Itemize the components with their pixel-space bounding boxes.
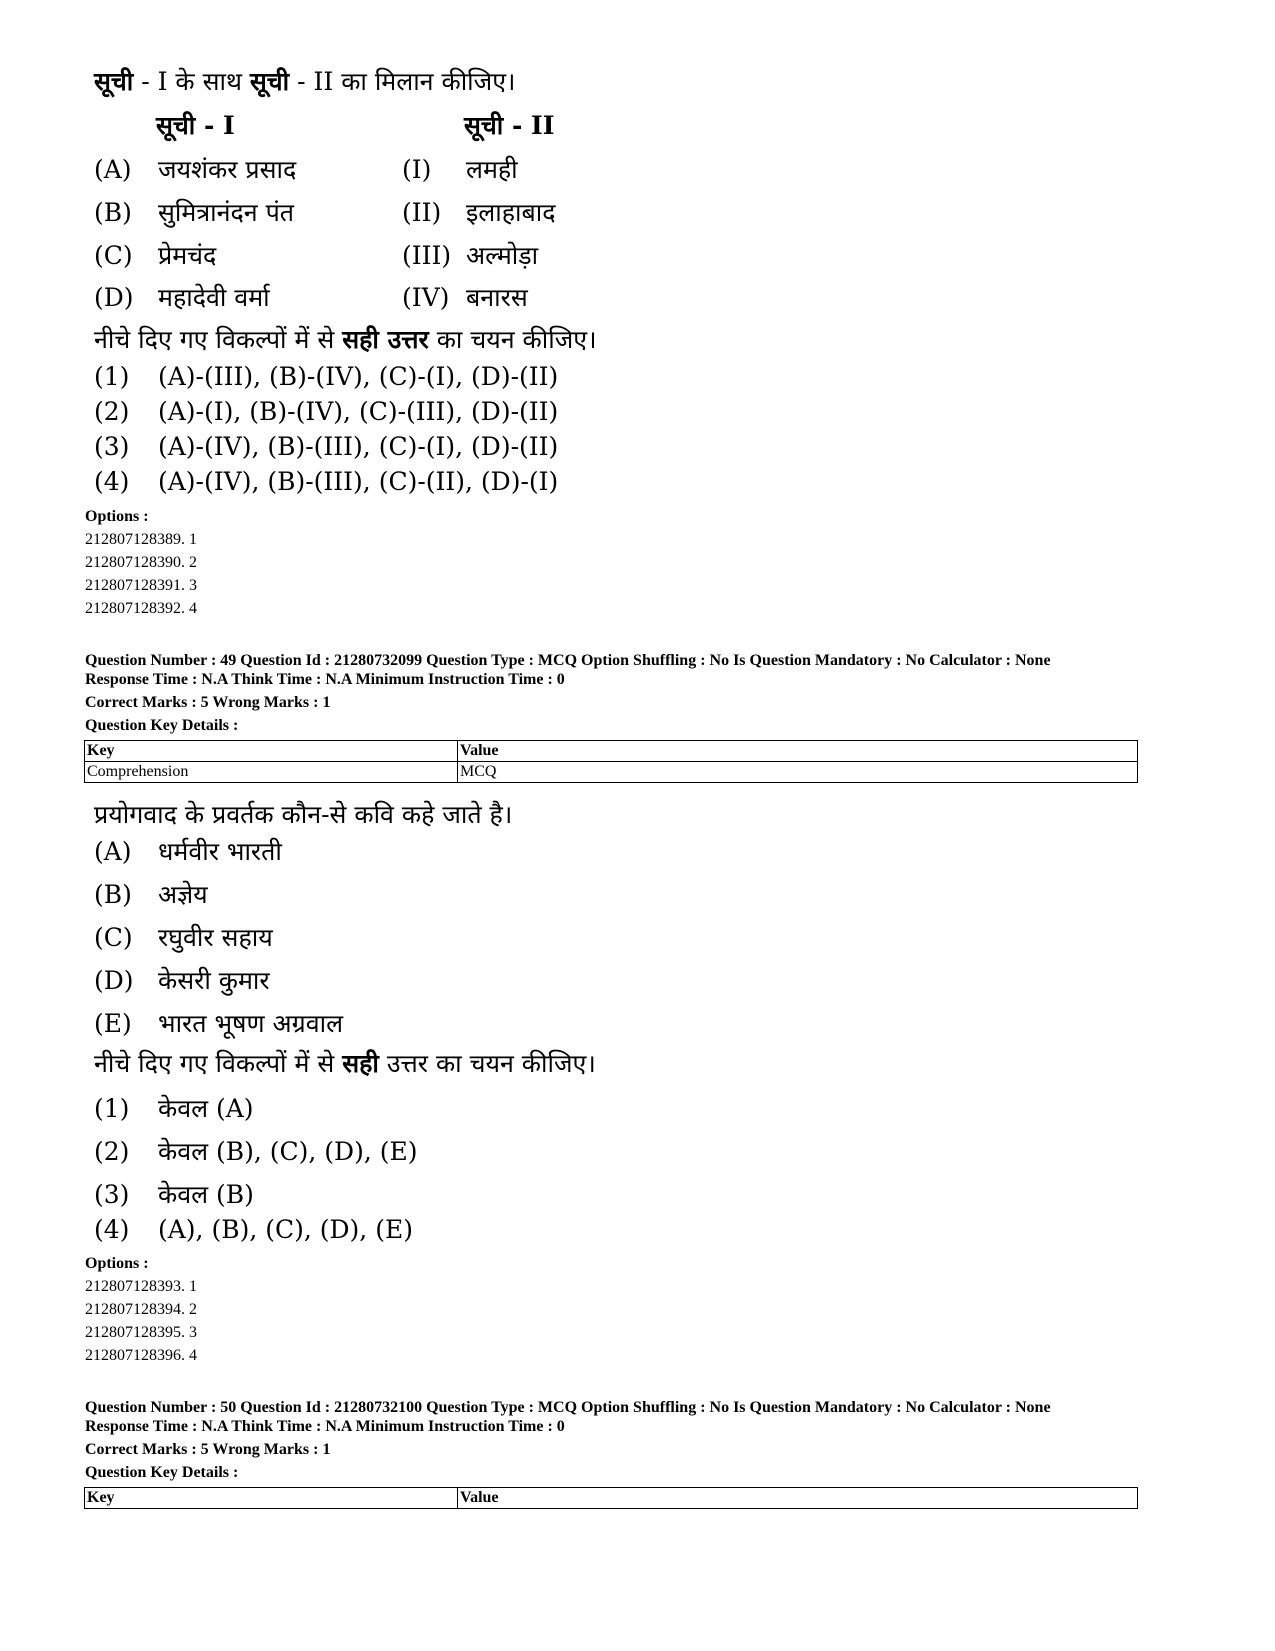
q50-marks: Correct Marks : 5 Wrong Marks : 1 <box>85 1441 331 1458</box>
item-label: (A) <box>94 837 132 866</box>
choice-number: (4) <box>94 1215 130 1244</box>
instruction-bold-1: सूची <box>94 67 134 96</box>
q49-meta-line2: Response Time : N.A Think Time : N.A Minimum Instruction Time : 0 <box>85 671 565 688</box>
q48-option-4: 212807128392. 4 <box>85 600 197 617</box>
list1-row-c <box>94 238 216 272</box>
row-label: (D) <box>94 283 134 312</box>
item-label: (D) <box>94 966 134 995</box>
item-text: केसरी कुमार <box>158 966 270 995</box>
choice-text: केवल (B) <box>158 1180 254 1209</box>
q50-key-table <box>84 1487 1138 1509</box>
row-label: (C) <box>94 241 133 270</box>
choice-text: (A), (B), (C), (D), (E) <box>158 1215 413 1244</box>
table-row <box>85 762 1138 783</box>
table-row <box>85 741 1138 762</box>
list1-row-d <box>94 280 270 314</box>
row-text: लमही <box>466 155 518 184</box>
choose-bold: सही <box>342 1049 379 1078</box>
instruction-bold-2: सूची <box>249 67 290 96</box>
list2-row-i <box>402 152 518 186</box>
q50-key-details-label: Question Key Details : <box>85 1464 239 1481</box>
q49-options-heading: Options : <box>85 1255 149 1272</box>
q49-choose-instruction <box>94 1046 596 1080</box>
row-text: जयशंकर प्रसाद <box>158 155 297 184</box>
item-text: धर्मवीर भारती <box>158 837 282 866</box>
q48-option-1: 212807128389. 1 <box>85 531 197 548</box>
choice-text: केवल (A) <box>158 1094 254 1123</box>
q48-options-heading: Options : <box>85 508 149 525</box>
instruction-text-2: - II का मिलान कीजिए। <box>297 67 516 96</box>
q49-option-1: 212807128393. 1 <box>85 1278 197 1295</box>
row-text: प्रेमचंद <box>158 241 217 270</box>
list1-header: सूची - I <box>156 111 235 140</box>
q48-choice-3 <box>94 432 558 461</box>
list2-row-iii <box>402 238 538 272</box>
q48-option-2: 212807128390. 2 <box>85 554 197 571</box>
q50-meta-line2: Response Time : N.A Think Time : N.A Minimum Instruction Time : 0 <box>85 1418 565 1435</box>
q49-item-c <box>94 920 273 954</box>
key-cell: Comprehension <box>85 762 458 783</box>
q49-key-details-label: Question Key Details : <box>85 717 239 734</box>
item-label: (B) <box>94 880 132 909</box>
item-label: (E) <box>94 1009 132 1038</box>
list2-row-ii <box>402 195 555 229</box>
list2-header: सूची - II <box>464 111 555 140</box>
q49-choice-1 <box>94 1091 254 1125</box>
choose-text-end: का चयन कीजिए। <box>436 325 597 354</box>
item-text: भारत भूषण अग्रवाल <box>158 1009 344 1038</box>
row-label: (B) <box>94 198 132 227</box>
choice-text: (A)-(III), (B)-(IV), (C)-(I), (D)-(II) <box>158 362 559 391</box>
key-header: Key <box>85 1488 458 1509</box>
choose-text: नीचे दिए गए विकल्पों में से <box>94 1049 335 1078</box>
instruction-text-1: - I के साथ <box>141 67 242 96</box>
value-header: Value <box>458 741 1138 762</box>
row-label: (II) <box>402 198 442 227</box>
q48-choose-instruction <box>94 322 597 356</box>
q49-option-4: 212807128396. 4 <box>85 1347 197 1364</box>
choice-text: (A)-(IV), (B)-(III), (C)-(I), (D)-(II) <box>158 432 559 461</box>
list1-row-b <box>94 195 294 229</box>
choose-bold: सही उत्तर <box>342 325 429 354</box>
choice-number: (1) <box>94 1094 130 1123</box>
row-label: (IV) <box>402 283 450 312</box>
value-cell: MCQ <box>458 762 1138 783</box>
q49-meta-line1: Question Number : 49 Question Id : 21280732099 Question Type : MCQ Option Shuffling : No Is Question Mandatory : No Calculator : None <box>85 652 1051 669</box>
choice-text: केवल (B), (C), (D), (E) <box>158 1137 418 1166</box>
value-header: Value <box>458 1488 1138 1509</box>
row-label: (III) <box>402 241 452 270</box>
q49-question: प्रयोगवाद के प्रवर्तक कौन-से कवि कहे जाते है। <box>94 800 513 829</box>
choice-number: (3) <box>94 1180 130 1209</box>
q48-choice-2 <box>94 397 558 426</box>
row-text: बनारस <box>466 283 528 312</box>
q49-key-table <box>84 740 1138 783</box>
item-text: अज्ञेय <box>158 880 208 909</box>
q48-choice-1 <box>94 362 558 391</box>
q49-item-a <box>94 834 282 868</box>
q49-item-e <box>94 1006 343 1040</box>
row-text: सुमित्रानंदन पंत <box>158 198 295 227</box>
q49-choice-4 <box>94 1215 413 1244</box>
key-header: Key <box>85 741 458 762</box>
choice-number: (3) <box>94 432 130 461</box>
q50-meta-line1: Question Number : 50 Question Id : 21280732100 Question Type : MCQ Option Shuffling : No Is Question Mandatory : No Calculator : None <box>85 1399 1051 1416</box>
table-row <box>85 1488 1138 1509</box>
q49-option-3: 212807128395. 3 <box>85 1324 197 1341</box>
list2-row-iv <box>402 280 528 314</box>
q49-choice-3 <box>94 1177 254 1211</box>
q49-option-2: 212807128394. 2 <box>85 1301 197 1318</box>
choice-text: (A)-(IV), (B)-(III), (C)-(II), (D)-(I) <box>158 467 559 496</box>
choose-text-end: उत्तर का चयन कीजिए। <box>386 1049 596 1078</box>
choice-number: (4) <box>94 467 130 496</box>
item-text: रघुवीर सहाय <box>158 923 273 952</box>
q49-marks: Correct Marks : 5 Wrong Marks : 1 <box>85 694 331 711</box>
row-label: (I) <box>402 155 432 184</box>
q49-item-b <box>94 877 208 911</box>
row-label: (A) <box>94 155 132 184</box>
q48-option-3: 212807128391. 3 <box>85 577 197 594</box>
row-text: अल्मोड़ा <box>466 241 539 270</box>
choice-text: (A)-(I), (B)-(IV), (C)-(III), (D)-(II) <box>158 397 559 426</box>
choice-number: (2) <box>94 397 130 426</box>
list1-row-a <box>94 152 296 186</box>
choice-number: (2) <box>94 1137 130 1166</box>
q48-choice-4 <box>94 467 558 496</box>
q49-item-d <box>94 963 270 997</box>
q48-instruction <box>94 64 516 98</box>
item-label: (C) <box>94 923 133 952</box>
row-text: महादेवी वर्मा <box>158 283 270 312</box>
row-text: इलाहाबाद <box>466 198 556 227</box>
choose-text: नीचे दिए गए विकल्पों में से <box>94 325 335 354</box>
choice-number: (1) <box>94 362 130 391</box>
q49-choice-2 <box>94 1134 418 1168</box>
